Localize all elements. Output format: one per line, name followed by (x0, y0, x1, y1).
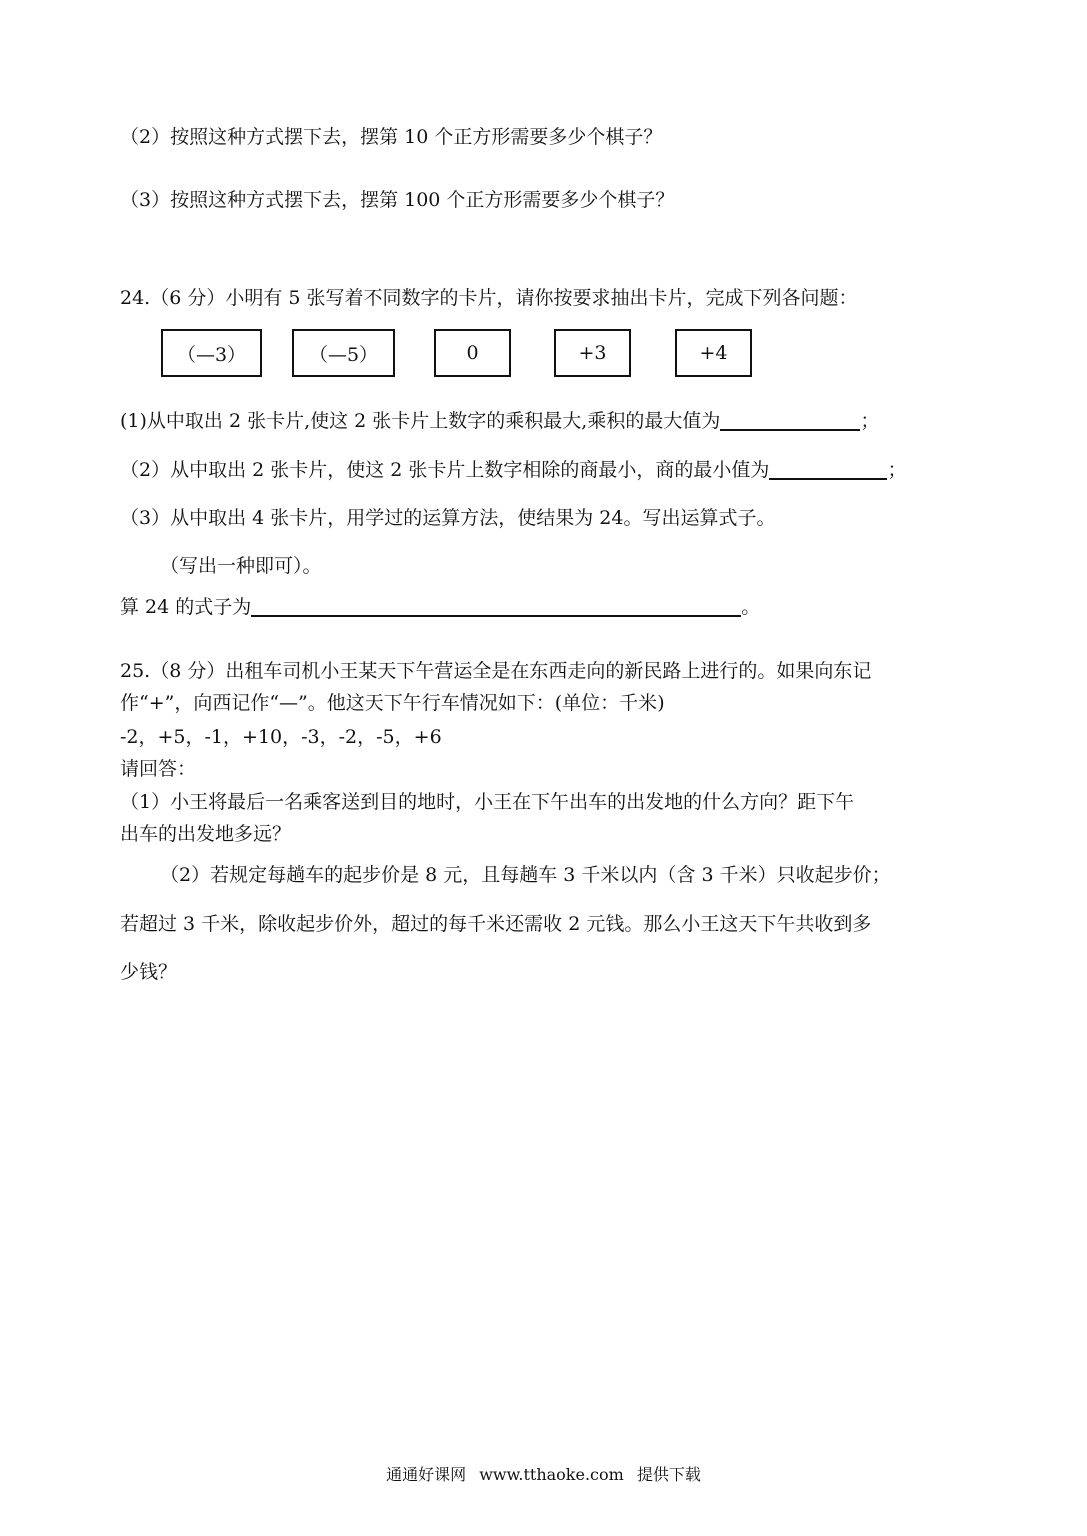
q25-line2: 作“+”，向西记作“—”。他这天下午行车情况如下：(单位：千米) (120, 692, 665, 714)
q23-part2: （2）按照这种方式摆下去，摆第 10 个正方形需要多少个棋子？ (120, 126, 663, 148)
q25-part2-c: 少钱？ (120, 961, 178, 983)
q24-part1 (120, 408, 879, 434)
card-neg3: （—3） (161, 329, 262, 377)
page-footer (0, 1462, 1087, 1485)
q25-part2-a: （2）若规定每趟车的起步价是 8 元，且每趟车 3 千米以内（含 3 千米）只收起步价； (160, 864, 891, 886)
q24-part1-end: ； (860, 410, 880, 432)
q25-prompt: 请回答： (120, 758, 197, 780)
card-neg5: （—5） (292, 329, 395, 377)
q24-part1-blank[interactable] (720, 409, 860, 431)
footer-suffix: 提供下载 (636, 1465, 701, 1484)
q24-part2-text: （2）从中取出 2 张卡片，使这 2 张卡片上数字相除的商最小，商的最小值为 (120, 459, 770, 481)
card-pos3: +3 (554, 329, 631, 377)
q24-answer-prefix: 算 24 的式子为 (120, 596, 252, 618)
q24-part2-blank[interactable] (769, 458, 887, 480)
footer-url[interactable]: www.tthaoke.com (479, 1465, 624, 1484)
q24-stem: 24.（6 分）小明有 5 张写着不同数字的卡片，请你按要求抽出卡片，完成下列各问题： (120, 287, 858, 309)
q25-line1: 25.（8 分）出租车司机小王某天下午营运全是在东西走向的新民路上进行的。如果向东记 (120, 660, 872, 682)
q24-part2 (120, 457, 906, 483)
q24-answer-end: 。 (741, 596, 761, 618)
q24-part3: （3）从中取出 4 张卡片，用学过的运算方法，使结果为 24。写出运算式子。 (120, 507, 776, 529)
q25-part1-b: 出车的出发地多远？ (120, 823, 292, 845)
q23-part3: （3）按照这种方式摆下去，摆第 100 个正方形需要多少个棋子？ (120, 189, 675, 211)
footer-site-name: 通通好课网 (386, 1465, 467, 1484)
q25-part2-b: 若超过 3 千米，除收起步价外，超过的每千米还需收 2 元钱。那么小王这天下午共收到多 (120, 913, 872, 935)
q24-answer (120, 594, 760, 620)
q24-part1-text: (1)从中取出 2 张卡片,使这 2 张卡片上数字的乘积最大,乘积的最大值为 (120, 410, 721, 432)
q25-data: -2，+5，-1，+10，-3，-2，-5，+6 (120, 726, 442, 748)
q24-part2-end: ； (887, 459, 907, 481)
card-pos4: +4 (675, 329, 752, 377)
card-zero: 0 (434, 329, 511, 377)
q24-answer-blank[interactable] (251, 595, 741, 617)
q25-part1-a: （1）小王将最后一名乘客送到目的地时，小王在下午出车的出发地的什么方向？距下午 (120, 791, 855, 813)
q24-note: （写出一种即可）。 (160, 555, 322, 577)
